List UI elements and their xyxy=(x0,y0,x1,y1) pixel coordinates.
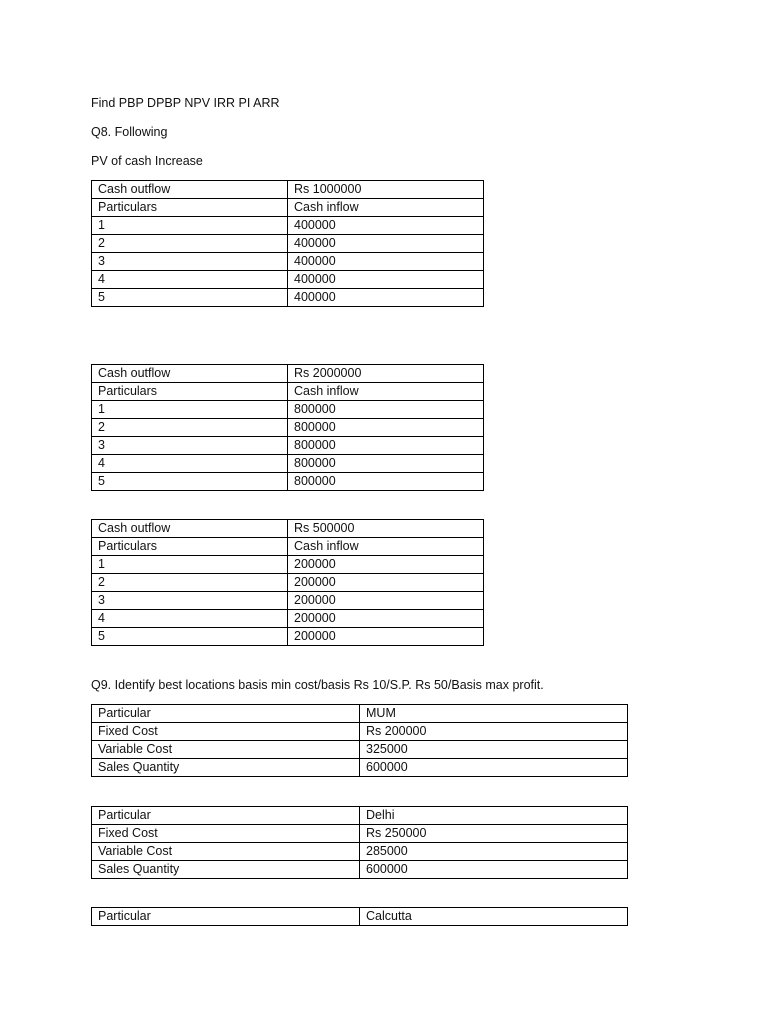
table-row xyxy=(92,610,484,628)
q8-subtitle: PV of cash Increase xyxy=(91,154,203,168)
location-table-calcutta xyxy=(91,907,628,926)
table-cell: Particulars xyxy=(92,383,288,401)
table-cell: Rs 250000 xyxy=(360,825,628,843)
table-row xyxy=(92,199,484,217)
table-cell: 200000 xyxy=(288,592,484,610)
table-cell: Particulars xyxy=(92,538,288,556)
table-cell: Rs 200000 xyxy=(360,723,628,741)
table-cell: 325000 xyxy=(360,741,628,759)
page-heading: Find PBP DPBP NPV IRR PI ARR xyxy=(91,96,280,110)
table-cell: 3 xyxy=(92,437,288,455)
table-cell: 800000 xyxy=(288,401,484,419)
table-cell: 800000 xyxy=(288,473,484,491)
table-cell: 400000 xyxy=(288,289,484,307)
table-row xyxy=(92,419,484,437)
table-cell: 4 xyxy=(92,455,288,473)
table-cell: 400000 xyxy=(288,253,484,271)
table-row xyxy=(92,520,484,538)
table-cell: Particular xyxy=(92,705,360,723)
table-cell: 3 xyxy=(92,592,288,610)
table-cell: Fixed Cost xyxy=(92,723,360,741)
table-row xyxy=(92,574,484,592)
table-cell: Particular xyxy=(92,908,360,926)
table-row xyxy=(92,592,484,610)
table-row xyxy=(92,437,484,455)
table-row xyxy=(92,538,484,556)
table-row xyxy=(92,825,628,843)
table-row xyxy=(92,383,484,401)
table-cell: 1 xyxy=(92,217,288,235)
table-row xyxy=(92,908,628,926)
table-cell: Rs 500000 xyxy=(288,520,484,538)
table-cell: 400000 xyxy=(288,217,484,235)
table-row xyxy=(92,741,628,759)
table-cell: Fixed Cost xyxy=(92,825,360,843)
cash-flow-table-2 xyxy=(91,364,484,491)
table-cell: 4 xyxy=(92,610,288,628)
cash-flow-table-3 xyxy=(91,519,484,646)
table-cell: 400000 xyxy=(288,271,484,289)
table-row xyxy=(92,365,484,383)
table-row xyxy=(92,843,628,861)
location-table-mum xyxy=(91,704,628,777)
table-cell: Cash outflow xyxy=(92,365,288,383)
table-row xyxy=(92,253,484,271)
q8-title: Q8. Following xyxy=(91,125,168,139)
table-cell: 200000 xyxy=(288,556,484,574)
location-table-delhi xyxy=(91,806,628,879)
table-cell: 800000 xyxy=(288,419,484,437)
table-cell: 1 xyxy=(92,401,288,419)
table-row xyxy=(92,289,484,307)
table-row xyxy=(92,455,484,473)
table-row xyxy=(92,759,628,777)
table-row xyxy=(92,628,484,646)
table-row xyxy=(92,217,484,235)
table-cell: Sales Quantity xyxy=(92,759,360,777)
table-row xyxy=(92,807,628,825)
table-cell: Cash outflow xyxy=(92,181,288,199)
table-cell: Variable Cost xyxy=(92,741,360,759)
table-cell: Sales Quantity xyxy=(92,861,360,879)
table-cell: 200000 xyxy=(288,628,484,646)
table-cell: 600000 xyxy=(360,759,628,777)
table-cell: 1 xyxy=(92,556,288,574)
table-cell: Rs 1000000 xyxy=(288,181,484,199)
table-row xyxy=(92,401,484,419)
table-cell: 2 xyxy=(92,574,288,592)
table-cell: Cash inflow xyxy=(288,383,484,401)
table-row xyxy=(92,705,628,723)
table-row xyxy=(92,723,628,741)
table-row xyxy=(92,235,484,253)
table-cell: Cash outflow xyxy=(92,520,288,538)
table-cell: 800000 xyxy=(288,437,484,455)
cash-flow-table-1 xyxy=(91,180,484,307)
table-row xyxy=(92,861,628,879)
table-cell: Variable Cost xyxy=(92,843,360,861)
table-cell: Cash inflow xyxy=(288,538,484,556)
table-cell: 4 xyxy=(92,271,288,289)
table-cell: 200000 xyxy=(288,574,484,592)
table-cell: Particulars xyxy=(92,199,288,217)
q9-title: Q9. Identify best locations basis min cost/basis Rs 10/S.P. Rs 50/Basis max profit. xyxy=(91,678,544,692)
table-cell: 5 xyxy=(92,473,288,491)
table-row xyxy=(92,181,484,199)
table-cell: Cash inflow xyxy=(288,199,484,217)
table-row xyxy=(92,271,484,289)
table-cell: 5 xyxy=(92,289,288,307)
table-cell: 400000 xyxy=(288,235,484,253)
table-row xyxy=(92,556,484,574)
table-cell: Delhi xyxy=(360,807,628,825)
table-cell: Particular xyxy=(92,807,360,825)
table-cell: 3 xyxy=(92,253,288,271)
table-row xyxy=(92,473,484,491)
table-cell: 5 xyxy=(92,628,288,646)
table-cell: 800000 xyxy=(288,455,484,473)
table-cell: Calcutta xyxy=(360,908,628,926)
table-cell: 2 xyxy=(92,235,288,253)
table-cell: 285000 xyxy=(360,843,628,861)
table-cell: 600000 xyxy=(360,861,628,879)
table-cell: Rs 2000000 xyxy=(288,365,484,383)
table-cell: 2 xyxy=(92,419,288,437)
table-cell: MUM xyxy=(360,705,628,723)
table-cell: 200000 xyxy=(288,610,484,628)
